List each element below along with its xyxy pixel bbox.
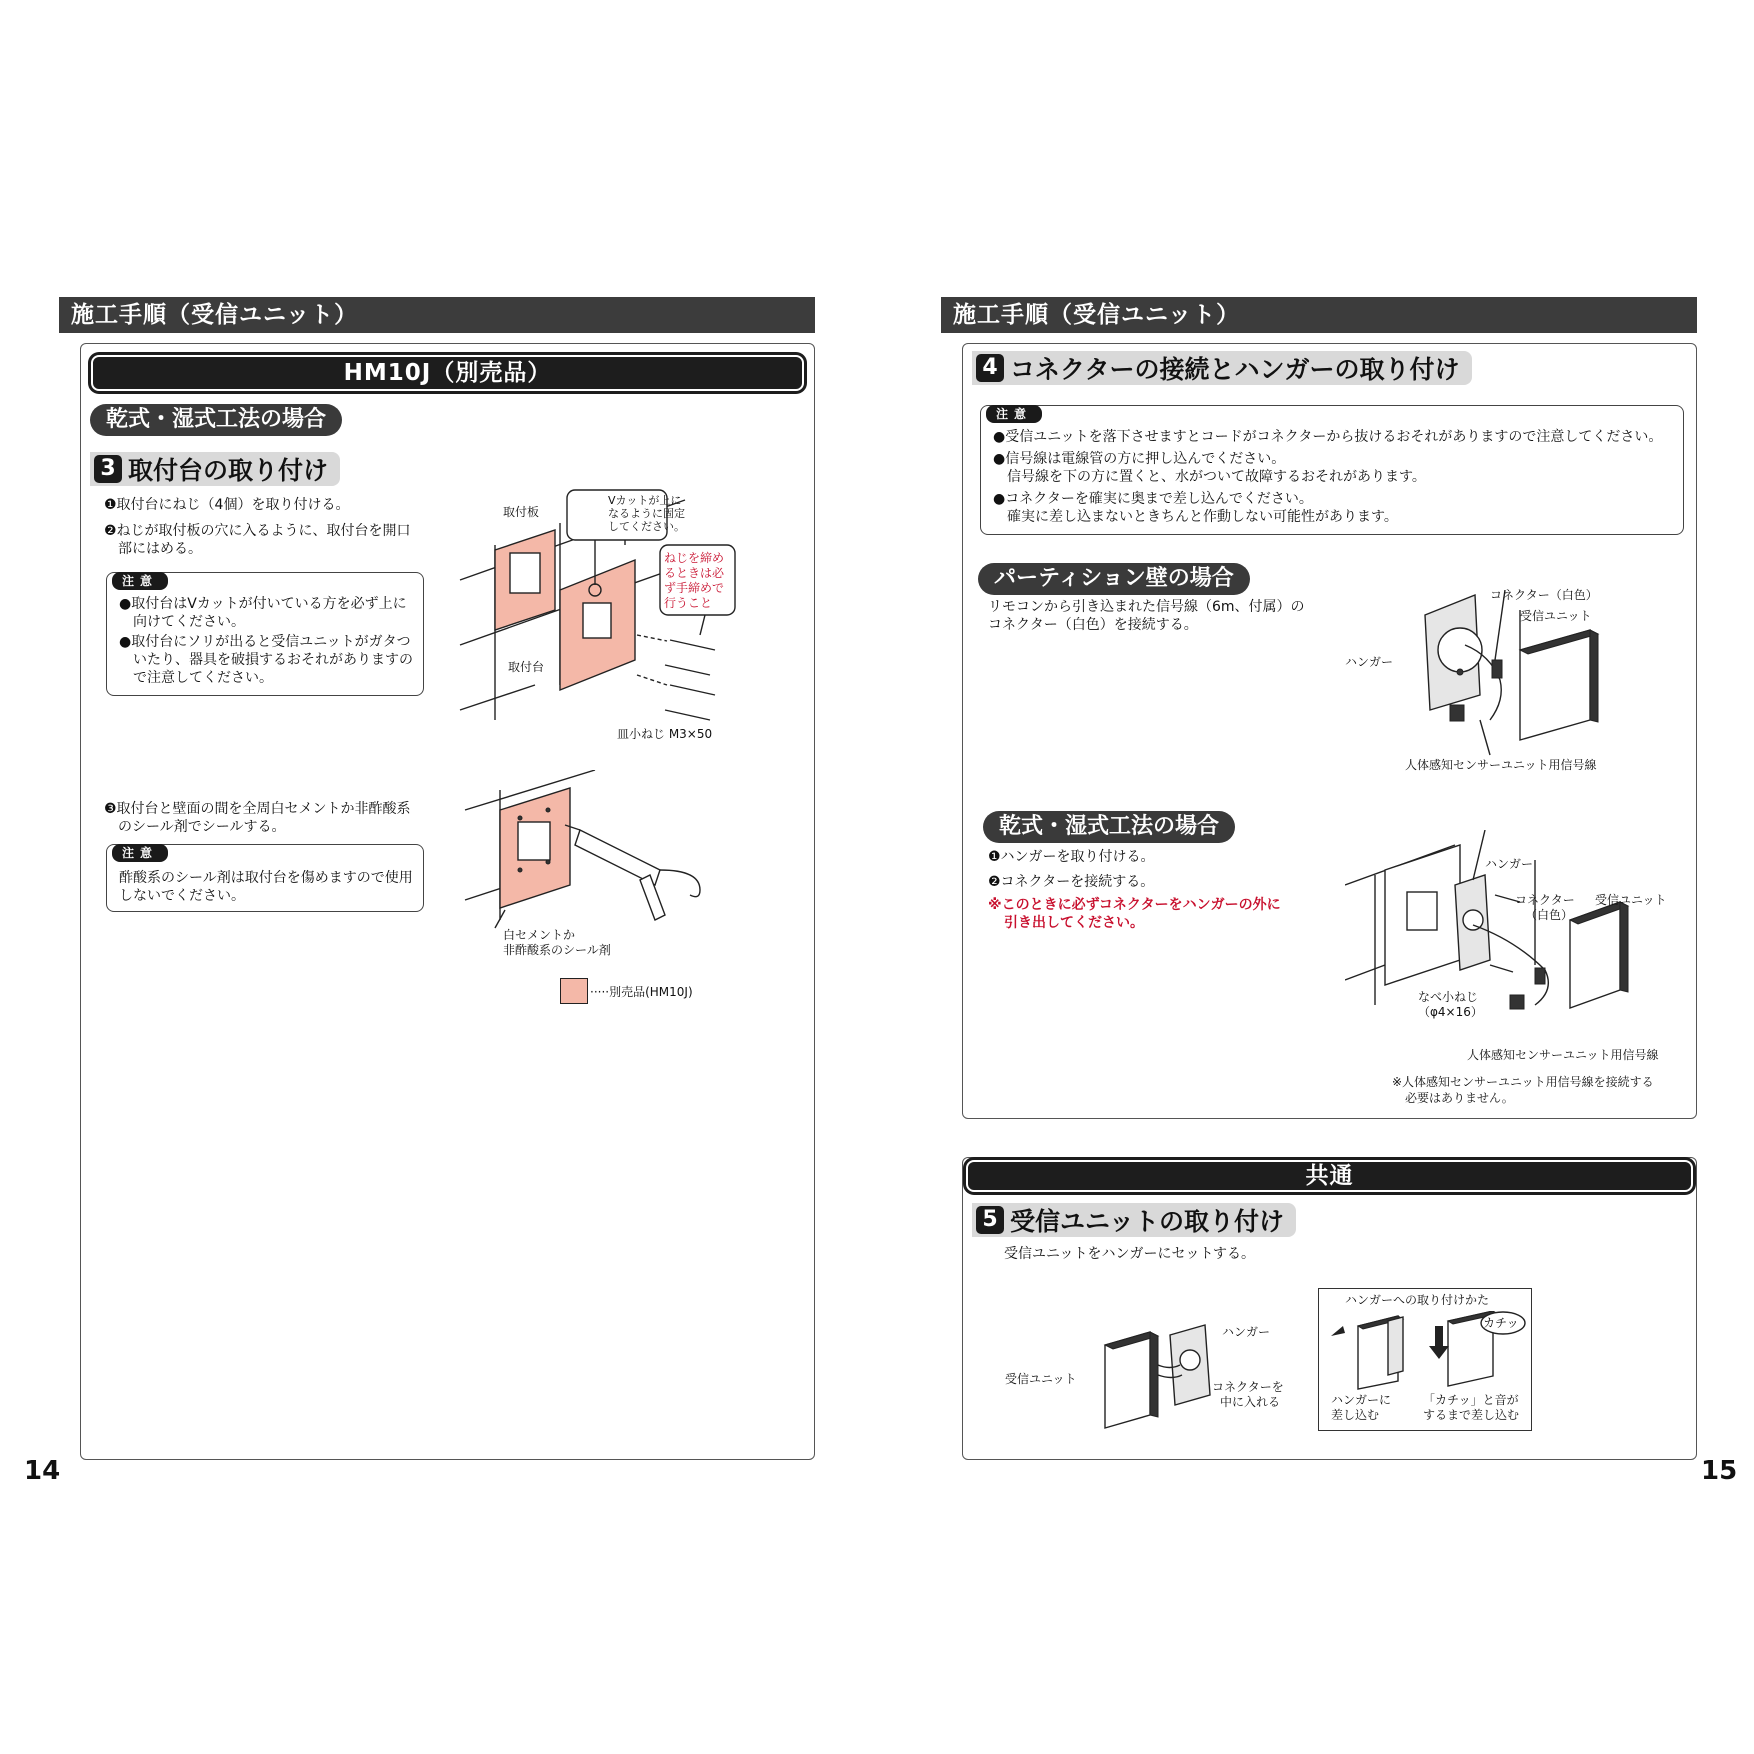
- label-seal: 白セメントか: [503, 928, 576, 942]
- instruction-3: ❸取付台と壁面の間を全周白セメントか非酢酸系: [104, 801, 411, 817]
- click-text: 「カチッ」と音が: [1423, 1393, 1519, 1407]
- label-connector-2: （白色）: [1525, 908, 1574, 922]
- note-line: で注意してください。: [133, 670, 273, 686]
- note-line: 酢酸系のシール剤は取付台を傷めますので使用: [119, 870, 413, 886]
- callout-red-line: ねじを締め: [664, 551, 725, 565]
- note-tag: 注意: [986, 405, 1042, 423]
- step-title: 取付台の取り付け: [128, 456, 329, 485]
- label-connector-white: コネクター（白色）: [1490, 588, 1598, 602]
- instruction-1: ❶取付台にねじ（4個）を取り付ける。: [104, 497, 350, 513]
- note-line: しないでください。: [119, 888, 245, 904]
- howto-title: ハンガーへの取り付けかた: [1345, 1293, 1490, 1307]
- common-banner: 共通: [966, 1160, 1693, 1192]
- label-sensor-line: 人体感知センサーユニット用信号線: [1405, 758, 1597, 772]
- partition-text: リモコンから引き込まれた信号線（6m、付属）の: [988, 599, 1305, 615]
- step3-heading: [90, 452, 340, 486]
- label-sensor-line-2: 人体感知センサーユニット用信号線: [1467, 1048, 1659, 1062]
- label-hanger-2: ハンガー: [1485, 857, 1534, 871]
- callout-v-line: してください。: [608, 520, 685, 533]
- hm10j-banner: HM10J（別売品）: [91, 355, 804, 391]
- step5-heading: [972, 1203, 1296, 1237]
- label-receiver-unit-3: 受信ユニット: [1005, 1372, 1077, 1386]
- note-line: ●コネクターを確実に奥まで差し込んでください。: [993, 491, 1313, 507]
- note-line: 向けてください。: [133, 614, 245, 630]
- instruction-2-cont: 部にはめる。: [118, 541, 202, 557]
- note-line: ●信号線は電線管の方に押し込んでください。: [993, 451, 1286, 467]
- step-number: 4: [976, 354, 1004, 382]
- note-line: ●受信ユニットを落下させますとコードがコネクターから抜けるおそれがありますので注意してください。: [993, 429, 1663, 445]
- drywet-warning: 引き出してください。: [1004, 915, 1144, 931]
- drywet-step-2: ❷コネクターを接続する。: [988, 874, 1155, 890]
- left-page-header: 施工手順（受信ユニット）: [59, 297, 815, 333]
- label-connector-2: コネクター: [1515, 893, 1575, 907]
- drywet-step-1: ❶ハンガーを取り付ける。: [988, 849, 1155, 865]
- callout-red-line: ず手締めで: [664, 581, 725, 595]
- legend-text: ·····別売品(HM10J): [590, 985, 693, 999]
- click-text: するまで差し込む: [1423, 1408, 1520, 1422]
- callout-v-line: なるように固定: [608, 507, 685, 520]
- label-receiver-unit: 受信ユニット: [1520, 609, 1592, 623]
- instruction-2: ❷ねじが取付板の穴に入るように、取付台を開口: [104, 523, 411, 539]
- note-tag: 注意: [112, 844, 168, 862]
- label-connector-3: 中に入れる: [1220, 1395, 1281, 1409]
- insert-label: ハンガーに: [1331, 1393, 1392, 1407]
- sensor-connector: [1510, 995, 1524, 1009]
- arrow-up-icon: [1331, 1326, 1345, 1336]
- arrow-down-icon: [1429, 1326, 1449, 1359]
- note-line: ●取付台にソリが出ると受信ユニットがガタつ: [119, 634, 411, 650]
- note-box-1: [106, 572, 424, 696]
- note-line: ●取付台はVカットが付いている方を必ず上に: [119, 596, 407, 612]
- label-receiver-unit-2: 受信ユニット: [1595, 893, 1667, 907]
- click-label: カチッ: [1483, 1316, 1519, 1330]
- step4-heading: [972, 351, 1472, 385]
- note-tag: 注意: [112, 572, 168, 590]
- callout-red-line: 行うこと: [664, 596, 713, 610]
- note-line: いたり、器具を破損するおそれがありますの: [133, 652, 413, 668]
- unit-hanger-diagram: [1100, 1320, 1230, 1430]
- connector-white: [1492, 660, 1502, 678]
- section-pill-partition: パーティション壁の場合: [978, 563, 1250, 595]
- footnote: ※人体感知センサーユニット用信号線を接続する: [1392, 1075, 1654, 1089]
- base-opening: [583, 603, 611, 638]
- step-number: 3: [94, 455, 122, 483]
- step-number: 5: [976, 1206, 1004, 1234]
- partition-text: コネクター（白色）を接続する。: [988, 617, 1198, 633]
- footnote: 必要はありません。: [1405, 1091, 1514, 1105]
- right-page-header: 施工手順（受信ユニット）: [941, 297, 1697, 333]
- sensor-connector: [1450, 705, 1464, 721]
- label-mounting-base: 取付台: [508, 660, 545, 674]
- label-hanger: ハンガー: [1345, 655, 1394, 669]
- caulking-gun-icon: [565, 825, 700, 920]
- note-line: 信号線を下の方に置くと、水がついて故障するおそれがあります。: [1007, 469, 1426, 485]
- note-line: 確実に差し込まないときちんと作動しない可能性があります。: [1007, 509, 1398, 525]
- callout-v-line: Vカットが上に: [608, 494, 682, 507]
- label-mounting-plate: 取付板: [503, 505, 540, 519]
- page-number-left: 14: [24, 1456, 61, 1486]
- callout-red-line: るときは必: [664, 566, 725, 580]
- hanger-howto-box: [1318, 1288, 1532, 1431]
- label-hanger-3: ハンガー: [1222, 1325, 1271, 1339]
- label-screw: 皿小ねじ M3×50: [617, 727, 713, 741]
- plate-opening: [510, 553, 540, 593]
- instruction-3-cont: のシール剤でシールする。: [118, 819, 286, 835]
- legend-swatch: [560, 978, 588, 1004]
- section-pill-drywet-right: 乾式・湿式工法の場合: [983, 811, 1235, 843]
- insert-label: 差し込む: [1331, 1408, 1380, 1422]
- step5-text: 受信ユニットをハンガーにセットする。: [1004, 1246, 1256, 1262]
- screws: [637, 635, 715, 720]
- label-screw-2: （φ4×16）: [1418, 1005, 1483, 1019]
- label-seal: 非酢酸系のシール剤: [503, 943, 611, 957]
- section-pill-drywet: 乾式・湿式工法の場合: [90, 404, 342, 436]
- step-title: コネクターの接続とハンガーの取り付け: [1010, 355, 1460, 384]
- note-box-2: [106, 844, 424, 912]
- drywet-warning: ※このときに必ずコネクターをハンガーの外に: [988, 897, 1281, 913]
- connector-white: [1535, 968, 1545, 984]
- label-connector-3: コネクターを: [1212, 1380, 1284, 1394]
- sealing-diagram: [460, 770, 720, 930]
- step-title: 受信ユニットの取り付け: [1010, 1207, 1285, 1236]
- step4-note-box: [980, 405, 1684, 535]
- label-screw-2: なべ小ねじ: [1418, 990, 1479, 1004]
- page-number-right: 15: [1701, 1456, 1738, 1486]
